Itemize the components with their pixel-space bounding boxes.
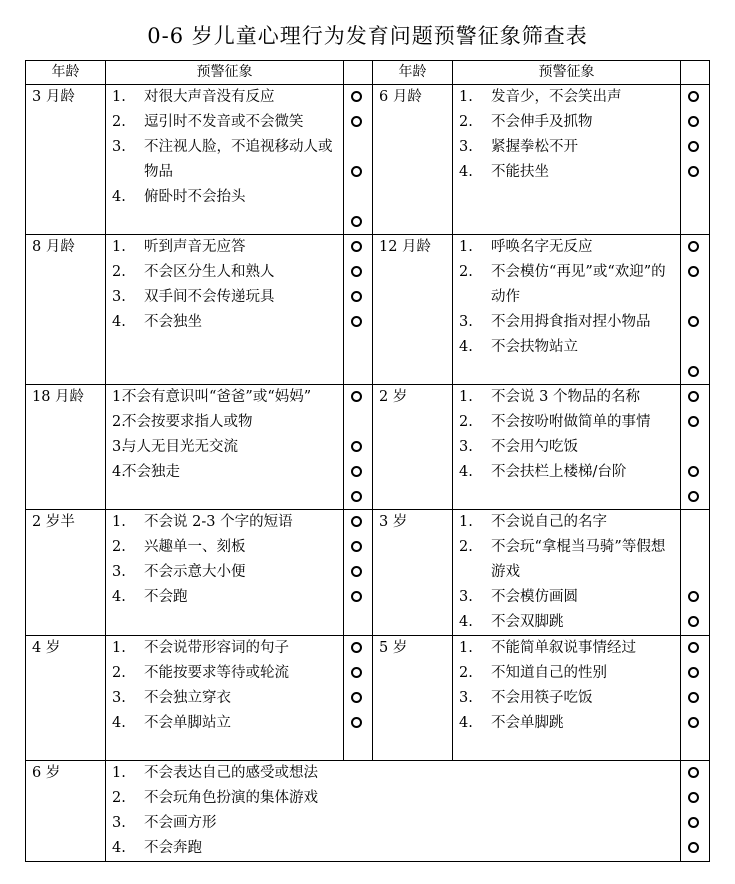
- age-cell: 5 岁: [373, 636, 453, 761]
- mark-cell: [344, 235, 373, 385]
- list-item: [106, 460, 343, 485]
- item-text: 紧握拳松不开: [491, 139, 578, 155]
- item-text: 俯卧时不会抬头: [144, 189, 246, 205]
- item-text: 不会说 3 个物品的名称: [491, 389, 640, 405]
- list-item: [453, 585, 680, 610]
- item-number: 4.: [459, 464, 473, 480]
- list-item: [453, 535, 680, 585]
- signs-cell: [106, 385, 344, 510]
- item-number: 3.: [112, 690, 126, 706]
- age-cell: 2 岁半: [26, 510, 106, 636]
- check-circle-icon[interactable]: [688, 241, 699, 252]
- age-column-header: 年龄: [373, 61, 453, 85]
- check-circle-icon[interactable]: [688, 91, 699, 102]
- item-text: 听到声音无应答: [144, 239, 246, 255]
- item-text: 对很大声音没有反应: [144, 89, 275, 105]
- item-text: 不会有意识叫“爸爸”或“妈妈”: [122, 389, 312, 405]
- mark-cell: [681, 636, 710, 761]
- item-text: 不会扶栏上楼梯/台阶: [491, 464, 627, 480]
- check-circle-icon[interactable]: [688, 591, 699, 602]
- check-circle-icon[interactable]: [688, 667, 699, 678]
- mark-cell: [344, 510, 373, 636]
- list-item: [106, 836, 680, 861]
- item-number: 2.: [459, 665, 473, 681]
- item-number: 4.: [112, 189, 126, 205]
- item-text: 不会示意大小便: [144, 564, 246, 580]
- check-circle-icon[interactable]: [351, 166, 362, 177]
- list-item: [106, 711, 343, 736]
- item-text: 不能扶坐: [491, 164, 549, 180]
- mark-cell: [344, 85, 373, 235]
- list-item: [106, 385, 343, 410]
- list-item: [106, 435, 343, 460]
- item-text: 不会画方形: [144, 815, 217, 831]
- check-circle-icon[interactable]: [688, 717, 699, 728]
- check-circle-icon[interactable]: [351, 216, 362, 227]
- item-number: 1.: [112, 239, 126, 255]
- item-number: 4.: [112, 464, 126, 480]
- item-text: 不会玩角色扮演的集体游戏: [144, 790, 318, 806]
- check-circle-icon[interactable]: [688, 366, 699, 377]
- item-number: 4.: [459, 164, 473, 180]
- list-item: [106, 560, 343, 585]
- mark-cell: [344, 636, 373, 761]
- item-number: 4.: [112, 314, 126, 330]
- check-circle-icon[interactable]: [688, 767, 699, 778]
- item-number: 1.: [112, 389, 126, 405]
- list-item: [453, 260, 680, 310]
- item-number: 4.: [112, 715, 126, 731]
- item-text: 不会双脚跳: [491, 614, 564, 630]
- check-circle-icon[interactable]: [688, 792, 699, 803]
- table-row: [26, 385, 710, 510]
- list-item: [106, 135, 343, 185]
- mark-cell: [681, 385, 710, 510]
- list-item: [106, 285, 343, 310]
- item-number: 1.: [459, 389, 473, 405]
- list-item: [453, 85, 680, 110]
- item-number: 3.: [459, 589, 473, 605]
- table-row: [26, 636, 710, 761]
- check-circle-icon[interactable]: [688, 391, 699, 402]
- item-number: 1.: [112, 89, 126, 105]
- check-circle-icon[interactable]: [351, 692, 362, 703]
- item-text: 不会跑: [144, 589, 188, 605]
- table-row: [26, 85, 710, 235]
- item-text: 不会伸手及抓物: [491, 114, 593, 130]
- list-item: [106, 761, 680, 786]
- item-number: 4.: [459, 715, 473, 731]
- item-number: 2.: [112, 539, 126, 555]
- table-header-row: [26, 61, 710, 85]
- check-circle-icon[interactable]: [351, 116, 362, 127]
- check-circle-icon[interactable]: [351, 591, 362, 602]
- list-item: [453, 510, 680, 535]
- item-text: 不会独走: [122, 464, 180, 480]
- list-item: [106, 636, 343, 661]
- list-item: [453, 385, 680, 410]
- signs-cell: [106, 235, 344, 385]
- item-text: 不会模仿“再见”或“欢迎”的动作: [491, 264, 666, 305]
- list-item: [453, 686, 680, 711]
- item-number: 2.: [459, 114, 473, 130]
- check-circle-icon[interactable]: [351, 566, 362, 577]
- list-item: [106, 585, 343, 610]
- signs-cell: [453, 510, 681, 636]
- mark-column-header: [681, 61, 710, 85]
- item-number: 2.: [112, 414, 126, 430]
- item-number: 3.: [459, 439, 473, 455]
- item-text: 不会区分生人和熟人: [144, 264, 275, 280]
- item-text: 不会独坐: [144, 314, 202, 330]
- list-item: [106, 535, 343, 560]
- list-item: [453, 235, 680, 260]
- signs-column-header: 预警征象: [453, 61, 681, 85]
- item-number: 1.: [112, 765, 126, 781]
- check-circle-icon[interactable]: [351, 541, 362, 552]
- age-cell: 18 月龄: [26, 385, 106, 510]
- item-text: 不会奔跑: [144, 840, 202, 856]
- check-circle-icon[interactable]: [688, 266, 699, 277]
- check-circle-icon[interactable]: [688, 616, 699, 627]
- item-number: 2.: [459, 264, 473, 280]
- list-item: [106, 786, 680, 811]
- item-text: 不会说带形容词的句子: [144, 640, 289, 656]
- item-number: 1.: [459, 514, 473, 530]
- item-text: 不会单脚跳: [491, 715, 564, 731]
- item-text: 不知道自己的性别: [491, 665, 607, 681]
- check-circle-icon[interactable]: [688, 692, 699, 703]
- check-circle-icon[interactable]: [351, 491, 362, 502]
- list-item: [453, 460, 680, 485]
- signs-cell: [453, 385, 681, 510]
- mark-cell: [681, 85, 710, 235]
- item-text: 不会用勺吃饭: [491, 439, 578, 455]
- item-number: 2.: [112, 790, 126, 806]
- item-number: 2.: [112, 264, 126, 280]
- check-circle-icon[interactable]: [688, 642, 699, 653]
- item-text: 不会用拇食指对捏小物品: [491, 314, 651, 330]
- list-item: [106, 85, 343, 110]
- check-circle-icon[interactable]: [351, 316, 362, 327]
- check-circle-icon[interactable]: [688, 817, 699, 828]
- item-text: 不会独立穿衣: [144, 690, 231, 706]
- mark-cell: [344, 385, 373, 510]
- check-circle-icon[interactable]: [688, 316, 699, 327]
- list-item: [106, 235, 343, 260]
- list-item: [106, 811, 680, 836]
- table-row: [26, 761, 710, 862]
- item-text: 不会模仿画圆: [491, 589, 578, 605]
- list-item: [453, 110, 680, 135]
- item-text: 不会单脚站立: [144, 715, 231, 731]
- list-item: [106, 110, 343, 135]
- item-text: 逗引时不发音或不会微笑: [144, 114, 304, 130]
- item-number: 4.: [459, 614, 473, 630]
- item-number: 3.: [112, 815, 126, 831]
- check-circle-icon[interactable]: [351, 667, 362, 678]
- check-circle-icon[interactable]: [688, 842, 699, 853]
- item-number: 3.: [459, 690, 473, 706]
- item-text: 不能简单叙说事情经过: [491, 640, 636, 656]
- item-number: 4.: [459, 339, 473, 355]
- mark-cell: [681, 235, 710, 385]
- check-circle-icon[interactable]: [351, 391, 362, 402]
- item-number: 4.: [112, 589, 126, 605]
- item-text: 不会说 2-3 个字的短语: [144, 514, 293, 530]
- item-number: 4.: [112, 840, 126, 856]
- list-item: [453, 410, 680, 435]
- check-circle-icon[interactable]: [688, 416, 699, 427]
- check-circle-icon[interactable]: [351, 266, 362, 277]
- item-number: 3.: [112, 289, 126, 305]
- list-item: [453, 435, 680, 460]
- list-item: [106, 410, 343, 435]
- signs-cell: [106, 761, 681, 862]
- list-item: [453, 661, 680, 686]
- check-circle-icon[interactable]: [351, 91, 362, 102]
- item-number: 3.: [112, 439, 126, 455]
- check-circle-icon[interactable]: [351, 466, 362, 477]
- list-item: [453, 636, 680, 661]
- item-number: 2.: [459, 414, 473, 430]
- list-item: [106, 310, 343, 335]
- item-number: 3.: [459, 139, 473, 155]
- list-item: [453, 135, 680, 160]
- item-number: 2.: [112, 114, 126, 130]
- item-text: 不会表达自己的感受或想法: [144, 765, 318, 781]
- list-item: [106, 510, 343, 535]
- signs-column-header: 预警征象: [106, 61, 344, 85]
- item-number: 1.: [112, 514, 126, 530]
- item-text: 不会玩“拿棍当马骑”等假想游戏: [491, 539, 666, 580]
- item-number: 3.: [459, 314, 473, 330]
- age-cell: 2 岁: [373, 385, 453, 510]
- check-circle-icon[interactable]: [688, 491, 699, 502]
- item-text: 兴趣单一、刻板: [144, 539, 246, 555]
- mark-column-header: [344, 61, 373, 85]
- signs-cell: [453, 636, 681, 761]
- signs-cell: [453, 235, 681, 385]
- item-text: 双手间不会传递玩具: [144, 289, 275, 305]
- check-circle-icon[interactable]: [688, 166, 699, 177]
- item-text: 不注视人脸，不追视移动人或物品: [144, 139, 333, 180]
- item-text: 不会扶物站立: [491, 339, 578, 355]
- check-circle-icon[interactable]: [688, 116, 699, 127]
- check-circle-icon[interactable]: [688, 141, 699, 152]
- mark-cell: [681, 510, 710, 636]
- check-circle-icon[interactable]: [351, 516, 362, 527]
- check-circle-icon[interactable]: [351, 642, 362, 653]
- screening-table: [25, 60, 710, 862]
- list-item: [106, 661, 343, 686]
- list-item: [106, 260, 343, 285]
- item-text: 呼唤名字无反应: [491, 239, 593, 255]
- item-number: 3.: [112, 564, 126, 580]
- item-text: 不会按要求指人或物: [122, 414, 253, 430]
- age-cell: 6 岁: [26, 761, 106, 862]
- item-text: 与人无目光无交流: [122, 439, 238, 455]
- age-cell: 8 月龄: [26, 235, 106, 385]
- list-item: [453, 610, 680, 635]
- age-cell: 3 月龄: [26, 85, 106, 235]
- mark-cell: [681, 761, 710, 862]
- item-number: 2.: [459, 539, 473, 555]
- signs-cell: [106, 510, 344, 636]
- item-number: 1.: [459, 89, 473, 105]
- check-circle-icon[interactable]: [351, 441, 362, 452]
- check-circle-icon[interactable]: [688, 466, 699, 477]
- item-text: 不能按要求等待或轮流: [144, 665, 289, 681]
- list-item: [453, 335, 680, 360]
- list-item: [106, 185, 343, 210]
- check-circle-icon[interactable]: [351, 717, 362, 728]
- item-text: 发音少，不会笑出声: [491, 89, 622, 105]
- check-circle-icon[interactable]: [351, 291, 362, 302]
- item-number: 3.: [112, 139, 126, 155]
- item-number: 1.: [459, 640, 473, 656]
- list-item: [453, 160, 680, 185]
- list-item: [106, 686, 343, 711]
- signs-cell: [106, 636, 344, 761]
- age-cell: 3 岁: [373, 510, 453, 636]
- table-row: [26, 510, 710, 636]
- check-circle-icon[interactable]: [351, 241, 362, 252]
- page-title: 0-6 岁儿童心理行为发育问题预警征象筛查表: [147, 24, 588, 48]
- age-column-header: 年龄: [26, 61, 106, 85]
- list-item: [453, 711, 680, 736]
- item-number: 1.: [459, 239, 473, 255]
- table-row: [26, 235, 710, 385]
- signs-cell: [106, 85, 344, 235]
- signs-cell: [453, 85, 681, 235]
- age-cell: 6 月龄: [373, 85, 453, 235]
- item-text: 不会说自己的名字: [491, 514, 607, 530]
- age-cell: 12 月龄: [373, 235, 453, 385]
- item-text: 不会用筷子吃饭: [491, 690, 593, 706]
- item-number: 2.: [112, 665, 126, 681]
- item-text: 不会按吩咐做简单的事情: [491, 414, 651, 430]
- list-item: [453, 310, 680, 335]
- item-number: 1.: [112, 640, 126, 656]
- age-cell: 4 岁: [26, 636, 106, 761]
